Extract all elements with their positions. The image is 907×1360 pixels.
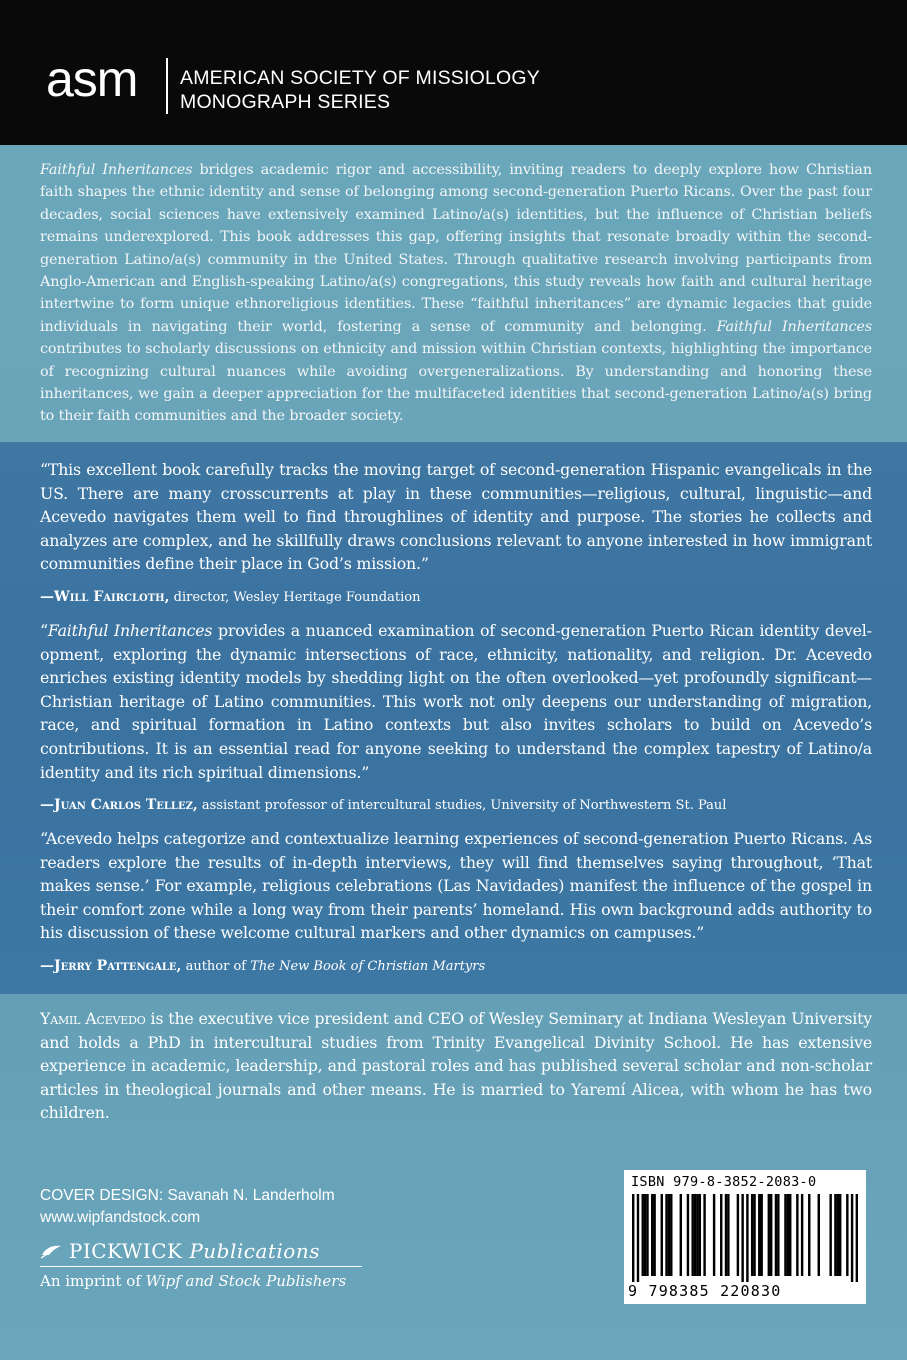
barcode-bar bbox=[775, 1194, 777, 1276]
logo-divider bbox=[166, 58, 168, 114]
barcode-bar bbox=[834, 1194, 836, 1276]
endorser-role-2: assistant professor of intercultural studies, University of Northwestern St. Paul bbox=[197, 798, 727, 813]
description-part-2: contributes to scholarly discussions on ethnicity and mission within Christian contexts, highlighting the importance of recognizing cultural nuances while avoiding overgeneralizations. By understanding and honoring these inheritances, we gain a deeper appreciation for the multifaceted identities that second-generation Latino/a(s) bring to their faith communities and the broader society. bbox=[40, 341, 872, 425]
barcode-bar bbox=[746, 1194, 748, 1282]
barcode-bar bbox=[725, 1194, 727, 1276]
barcode-bar bbox=[668, 1194, 670, 1276]
publisher-name-line bbox=[40, 1239, 370, 1263]
cover-design-credit: COVER DESIGN: Savanah N. Landerholm bbox=[40, 1187, 335, 1204]
endorsements-section bbox=[0, 442, 907, 994]
barcode-bar bbox=[651, 1194, 653, 1276]
barcode-bar bbox=[770, 1194, 772, 1276]
barcode-bar bbox=[646, 1194, 648, 1276]
description-part-1: bridges academic rigor and accessibility, inviting readers to deeply explore how Christian faith shapes the ethnic identity and sense of belonging among second-generation Puerto Ricans. Over the past four decades, social sciences have extensively examined Latino/a(s) identities, but the influence of Christian beliefs remains underexplored. This book addresses this gap, offering insights that resonate broadly within the second-generation Latino/a(s) community in the United States. Through qualitative research involving participants from Anglo-American and English-speaking Latino/a(s) congregations, this study reveals how faith and cultural heritage intertwine to form unique ethnoreligious identities. These “faithful inheritances” are dynamic legacies that guide individuals in navigating their world, fostering a sense of community and belonging. bbox=[40, 162, 872, 335]
book-description bbox=[40, 159, 872, 428]
barcode-bar bbox=[796, 1194, 798, 1276]
barcode-bar bbox=[768, 1194, 770, 1276]
endorser-role-1: director, Wesley Heritage Foundation bbox=[169, 590, 421, 605]
endorser-name-3: —Jerry Pattengale, bbox=[40, 958, 182, 974]
endorser-name-2: —Juan Carlos Tellez, bbox=[40, 797, 198, 813]
barcode-bar bbox=[789, 1194, 791, 1276]
barcode-bar bbox=[665, 1194, 667, 1276]
barcode-bar bbox=[856, 1194, 858, 1282]
endorsement-quote-1: “This excellent book carefully tracks the moving target of second-generation Hispanic evangelicals in the US. There are many crosscurrents at play in these communities—religious, cultural, linguistic—and Acevedo navigates them well to find throughlines of identity and purpose. The stories he collects and analyzes are complex, and he skillfully draws conclusions relevant to anyone interested in how immigrant communities define their place in God’s mission.” bbox=[40, 460, 872, 574]
barcode-bar bbox=[839, 1194, 841, 1276]
author-bio-text: is the executive vice president and CEO of Wesley Seminary at Indiana Wesleyan University and holds a PhD in intercultural studies from Trinity Evangelical Divinity School. He has extensive experience in academic, leadership, and pastoral roles and has published several scholar and non-scholar articles in theological journals and other means. He is married to Yaremí Alicea, with whom he has two children. bbox=[40, 1009, 872, 1123]
barcode-bar bbox=[632, 1194, 634, 1282]
series-title-line-1: AMERICAN SOCIETY OF MISSIOLOGY bbox=[180, 67, 540, 89]
credits bbox=[40, 1185, 335, 1229]
barcode-bar bbox=[737, 1194, 739, 1276]
series-title-line-2: MONOGRAPH SERIES bbox=[180, 91, 391, 113]
barcode-bar bbox=[758, 1194, 760, 1276]
barcode-bar bbox=[787, 1194, 789, 1276]
barcode-bar bbox=[829, 1194, 831, 1276]
endorsement-attribution-3 bbox=[40, 957, 880, 976]
book-title-italic-2: Faithful Inheritances bbox=[716, 318, 872, 335]
series-title bbox=[180, 66, 540, 114]
endorsement-attribution-1 bbox=[40, 588, 880, 607]
publisher-logo bbox=[40, 1239, 370, 1291]
endorser-role-3: author of bbox=[181, 959, 251, 974]
endorsement-attribution-2 bbox=[40, 796, 880, 815]
endorser-name-1: —Will Faircloth, bbox=[40, 589, 170, 605]
endorsement-quote-2-text: provides a nuanced examination of second-generation Puerto Rican identity development, exploring the dynamic intersections of race, ethnicity, nationality, and religion. Dr. Acevedo enriches existing identity models by shedding light on the often overlooked—yet profoundly significant—Christian heritage of Latino communities. This work not only deepens our understanding of migration, race, and spiritual formation in Latino contexts but also invites scholars to build on Acevedo’s contributions. It is an essential read for anyone seeking to understand the complex tapestry of Latino/a identity and its rich spiritual dimensions.” bbox=[40, 621, 872, 782]
barcode-bar bbox=[753, 1194, 755, 1276]
barcode-bars bbox=[632, 1194, 858, 1282]
barcode-bar bbox=[661, 1194, 663, 1276]
book-title-italic: Faithful Inheritances bbox=[40, 162, 193, 178]
author-name: Yamil Acevedo bbox=[40, 1009, 146, 1028]
publisher-publications: Publications bbox=[189, 1239, 320, 1263]
isbn-barcode bbox=[624, 1170, 866, 1304]
barcode-bar bbox=[642, 1194, 644, 1276]
barcode-bar bbox=[670, 1194, 672, 1276]
barcode-bar bbox=[694, 1194, 696, 1276]
barcode-bar bbox=[680, 1194, 682, 1276]
barcode-bar bbox=[637, 1194, 639, 1282]
series-header bbox=[0, 0, 907, 145]
barcode-bar bbox=[808, 1194, 810, 1276]
author-bio bbox=[40, 1007, 872, 1125]
barcode-bar bbox=[741, 1194, 743, 1282]
asm-logo: asm bbox=[46, 51, 138, 107]
publisher-rule bbox=[40, 1266, 362, 1267]
barcode-bar bbox=[837, 1194, 839, 1276]
barcode-bar bbox=[727, 1194, 729, 1276]
barcode-bar bbox=[699, 1194, 701, 1276]
barcode-bar bbox=[687, 1194, 689, 1276]
barcode-bar bbox=[696, 1194, 698, 1276]
barcode-bar bbox=[691, 1194, 693, 1276]
quoted-book-title: Faithful Inheritances bbox=[47, 621, 213, 640]
isbn-number: ISBN 979-8-3852-2083-0 bbox=[631, 1174, 817, 1190]
publisher-website[interactable]: www.wipfandstock.com bbox=[40, 1209, 201, 1226]
publisher-name: PICKWICK bbox=[68, 1239, 183, 1263]
barcode-bar bbox=[653, 1194, 655, 1276]
barcode-bar bbox=[703, 1194, 705, 1276]
barcode-bar bbox=[644, 1194, 646, 1276]
barcode-bar bbox=[720, 1194, 722, 1276]
book-description-section bbox=[0, 145, 907, 442]
quote-open-mark: “ bbox=[40, 621, 48, 640]
imprint-line bbox=[40, 1271, 370, 1291]
endorser-book-title: The New Book of Christian Martyrs bbox=[250, 959, 486, 974]
pickwick-feather-icon bbox=[40, 1239, 69, 1263]
imprint-prefix: An imprint of bbox=[40, 1272, 146, 1290]
imprint-name: Wipf and Stock Publishers bbox=[145, 1272, 347, 1290]
endorsement-quote-2 bbox=[40, 619, 872, 784]
barcode-bar bbox=[760, 1194, 762, 1276]
barcode-bar bbox=[801, 1194, 803, 1276]
barcode-bar bbox=[777, 1194, 779, 1276]
barcode-bar bbox=[818, 1194, 820, 1276]
barcode-bar bbox=[846, 1194, 848, 1276]
endorsement-quote-3: “Acevedo helps categorize and contextualize learning experiences of second-generation Puerto Ricans. As readers explore the results of in-depth interviews, they will find themselves saying throughout, ‘That makes sense.’ For example, religious celebrations (Las Navidades) manifest the influence of the gospel in their comfort zone while a long way from their parents’ homeland. His own background adds authority to his discussion of these welcome cultural markers and other dynamics on campuses.” bbox=[40, 829, 872, 943]
barcode-digits: 9 798385 220830 bbox=[628, 1282, 782, 1300]
barcode-bar bbox=[751, 1194, 753, 1276]
barcode-bar bbox=[851, 1194, 853, 1282]
barcode-bar bbox=[713, 1194, 715, 1276]
barcode-bar bbox=[784, 1194, 786, 1276]
